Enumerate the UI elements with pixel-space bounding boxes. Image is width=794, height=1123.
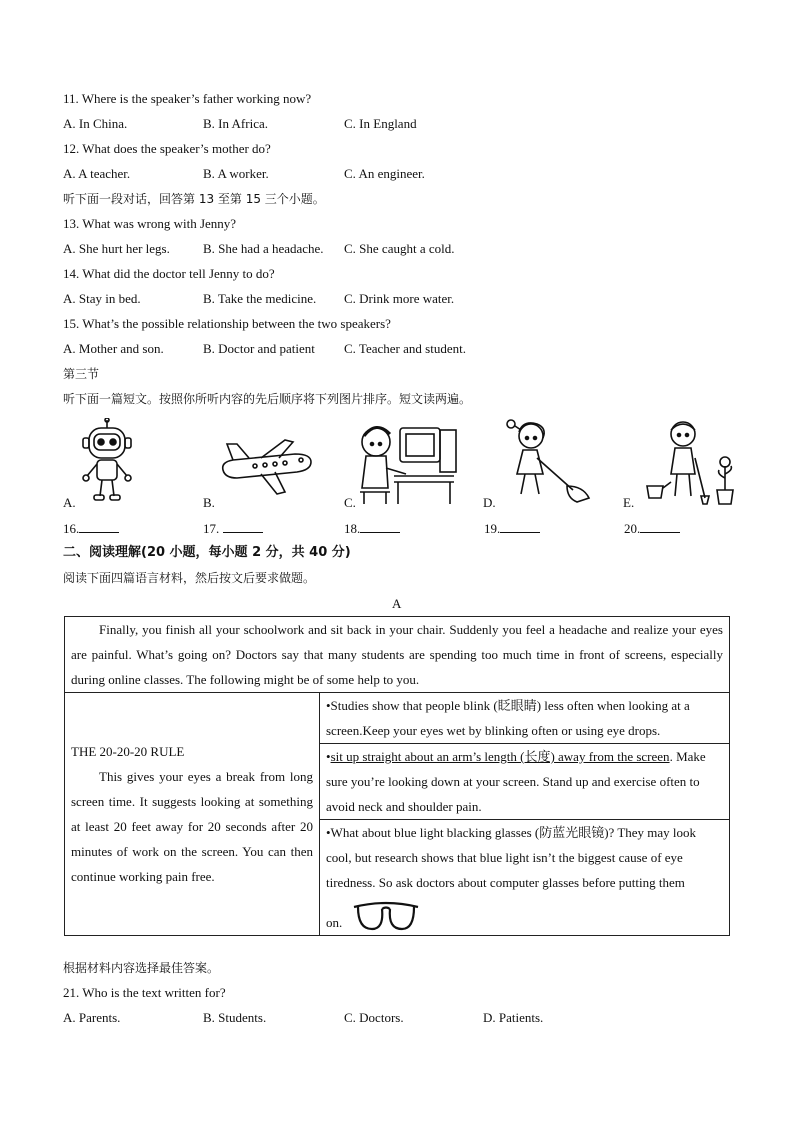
part-2-title: 二、阅读理解(20 小题，每小题 2 分，共 40 分) [63, 545, 351, 560]
picture-label: A. [63, 495, 76, 510]
rule-cell [65, 693, 320, 936]
dialog-instruction: 听下面一段对话，回答第 13 至第 15 三个小题。 [63, 192, 325, 206]
option-c[interactable]: C. Doctors. [344, 1010, 404, 1025]
picture-label: B. [203, 495, 215, 510]
option-a[interactable]: A. She hurt her legs. [63, 241, 170, 256]
section-3-title: 第三节 [63, 367, 100, 381]
option-a[interactable]: A. In China. [63, 116, 128, 131]
blank-20[interactable]: 20. [624, 520, 680, 537]
question-21: 21. Who is the text written for? [63, 985, 226, 1000]
option-b[interactable]: B. She had a headache. [203, 241, 324, 256]
question-11: 11. Where is the speaker’s father working now? [63, 91, 312, 106]
passage-intro: Finally, you finish all your schoolwork and sit back in your chair. Suddenly you feel a headache and realize your eyes are painful. What’s going on? Doctors say that many students are spending too much time in front of screens, especially during online classes. The following might be of some help to you. [65, 617, 730, 693]
blank-17[interactable]: 17. [203, 520, 263, 537]
question-15: 15. What’s the possible relationship between the two speakers? [63, 316, 391, 331]
choose-instruction: 根据材料内容选择最佳答案。 [63, 961, 220, 975]
blank-16[interactable]: 16. [63, 520, 119, 537]
option-b[interactable]: B. Take the medicine. [203, 291, 317, 306]
blank-19[interactable]: 19. [484, 520, 540, 537]
picture-label: D. [483, 495, 496, 510]
question-12: 12. What does the speaker’s mother do? [63, 141, 271, 156]
sweeping-girl-icon [497, 418, 597, 508]
option-a[interactable]: A. Mother and son. [63, 341, 164, 356]
option-a[interactable]: A. Parents. [63, 1010, 121, 1025]
option-b[interactable]: B. In Africa. [203, 116, 268, 131]
option-b[interactable]: B. A worker. [203, 166, 269, 181]
option-c[interactable]: C. Teacher and student. [344, 341, 466, 356]
tip-blink: •Studies show that people blink (眨眼睛) less often when looking at a screen.Keep your eyes wet by blinking often or using eye drops. [320, 693, 730, 744]
option-a[interactable]: A. Stay in bed. [63, 291, 141, 306]
option-c[interactable]: C. An engineer. [344, 166, 425, 181]
picture-label: C. [344, 495, 356, 510]
passage-label: A [392, 596, 402, 611]
tip-posture: •sit up straight about an arm’s length (长度) away from the screen. Make sure you’re looking down at your screen. Stand up and exercise often to avoid neck and shoulder pain. [320, 744, 730, 820]
option-a[interactable]: A. A teacher. [63, 166, 131, 181]
computer-user-icon [354, 418, 464, 508]
option-c[interactable]: C. Drink more water. [344, 291, 455, 306]
underlined-phrase: sit up straight about an arm’s length (长度) away from the screen [330, 749, 670, 764]
rule-title: THE 20-20-20 RULE [71, 744, 185, 759]
option-c[interactable]: C. In England [344, 116, 417, 131]
question-13: 13. What was wrong with Jenny? [63, 216, 237, 231]
part-2-instruction: 阅读下面四篇语言材料，然后按文后要求做题。 [63, 571, 316, 585]
question-14: 14. What did the doctor tell Jenny to do? [63, 266, 275, 281]
tip-glasses: •What about blue light blacking glasses (防蓝光眼镜)? They may look cool, but research shows that blue light isn’t the biggest cause of eye tiredness. So ask doctors about computer glasses before putting them on. [320, 820, 730, 936]
airplane-icon [215, 418, 315, 508]
option-b[interactable]: B. Doctor and patient [203, 341, 315, 356]
option-d[interactable]: D. Patients. [483, 1010, 544, 1025]
option-c[interactable]: C. She caught a cold. [344, 241, 455, 256]
rule-body: This gives your eyes a break from long screen time. It suggests looking at something at least 20 feet away for 20 seconds after 20 minutes of work on the screen. You can then continue working pain free. [71, 769, 313, 884]
blank-18[interactable]: 18. [344, 520, 400, 537]
option-b[interactable]: B. Students. [203, 1010, 267, 1025]
gardening-boy-icon [633, 418, 743, 508]
glasses-icon [350, 895, 422, 935]
picture-label: E. [623, 495, 635, 510]
robot-icon [77, 418, 137, 508]
passage-table [64, 616, 730, 936]
section-3-instruction: 听下面一篇短文。按照你所听内容的先后顺序将下列图片排序。短文读两遍。 [63, 392, 472, 406]
